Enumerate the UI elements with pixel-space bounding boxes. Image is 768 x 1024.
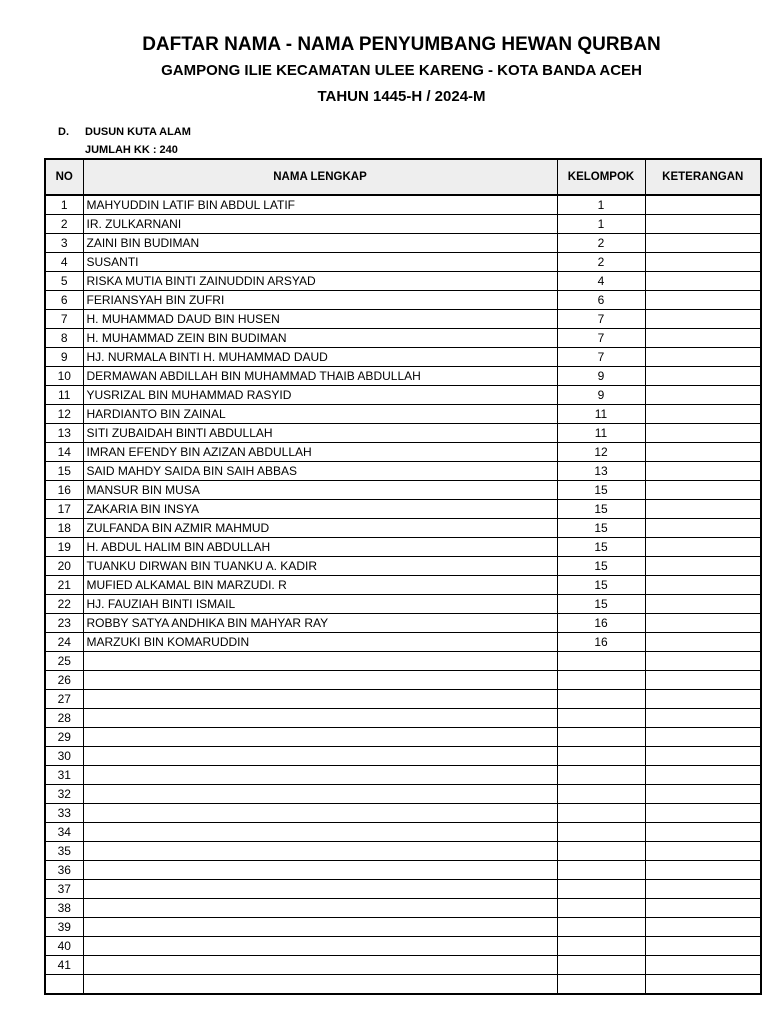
cell-no: 29	[45, 728, 83, 747]
cell-name: YUSRIZAL BIN MUHAMMAD RASYID	[83, 386, 557, 405]
cell-no: 40	[45, 937, 83, 956]
cell-no	[45, 975, 83, 995]
cell-keterangan	[645, 234, 761, 253]
cell-keterangan	[645, 880, 761, 899]
cell-keterangan	[645, 785, 761, 804]
table-row	[45, 861, 761, 880]
table-row	[45, 462, 761, 481]
cell-name: HJ. NURMALA BINTI H. MUHAMMAD DAUD	[83, 348, 557, 367]
cell-keterangan	[645, 253, 761, 272]
cell-kelompok: 7	[557, 310, 645, 329]
cell-kelompok: 4	[557, 272, 645, 291]
cell-keterangan	[645, 481, 761, 500]
cell-name	[83, 652, 557, 671]
table-row	[45, 899, 761, 918]
dusun-label: DUSUN KUTA ALAM	[85, 126, 191, 138]
table-header-row	[45, 159, 761, 195]
cell-no: 9	[45, 348, 83, 367]
cell-kelompok: 15	[557, 576, 645, 595]
table-row	[45, 975, 761, 995]
cell-keterangan	[645, 937, 761, 956]
cell-no: 11	[45, 386, 83, 405]
cell-name: MUFIED ALKAMAL BIN MARZUDI. R	[83, 576, 557, 595]
cell-name	[83, 937, 557, 956]
cell-keterangan	[645, 842, 761, 861]
cell-name: H. MUHAMMAD DAUD BIN HUSEN	[83, 310, 557, 329]
cell-kelompok	[557, 823, 645, 842]
cell-keterangan	[645, 424, 761, 443]
cell-name	[83, 785, 557, 804]
cell-kelompok: 15	[557, 500, 645, 519]
cell-no: 38	[45, 899, 83, 918]
cell-kelompok: 15	[557, 557, 645, 576]
cell-keterangan	[645, 329, 761, 348]
column-header-keterangan: KETERANGAN	[645, 159, 761, 195]
cell-no: 15	[45, 462, 83, 481]
cell-kelompok: 12	[557, 443, 645, 462]
table-row	[45, 424, 761, 443]
cell-kelompok	[557, 937, 645, 956]
table-row	[45, 405, 761, 424]
cell-kelompok: 6	[557, 291, 645, 310]
document-subtitle: GAMPONG ILIE KECAMATAN ULEE KARENG - KOTA BANDA ACEH	[161, 62, 642, 79]
cell-no: 35	[45, 842, 83, 861]
cell-no: 2	[45, 215, 83, 234]
cell-kelompok: 15	[557, 595, 645, 614]
table-row	[45, 804, 761, 823]
cell-keterangan	[645, 215, 761, 234]
cell-no: 24	[45, 633, 83, 652]
cell-name: HJ. FAUZIAH BINTI ISMAIL	[83, 595, 557, 614]
document-title: DAFTAR NAMA - NAMA PENYUMBANG HEWAN QURBAN	[142, 34, 661, 55]
table-row	[45, 633, 761, 652]
cell-kelompok	[557, 709, 645, 728]
cell-kelompok	[557, 671, 645, 690]
cell-kelompok: 15	[557, 538, 645, 557]
table-row	[45, 538, 761, 557]
cell-kelompok: 1	[557, 215, 645, 234]
column-header-kelompok: KELOMPOK	[557, 159, 645, 195]
cell-kelompok	[557, 804, 645, 823]
cell-keterangan	[645, 956, 761, 975]
cell-no: 3	[45, 234, 83, 253]
cell-no: 25	[45, 652, 83, 671]
cell-name: MAHYUDDIN LATIF BIN ABDUL LATIF	[83, 195, 557, 215]
cell-name	[83, 823, 557, 842]
document-year: TAHUN 1445-H / 2024-M	[317, 88, 486, 105]
cell-name: ROBBY SATYA ANDHIKA BIN MAHYAR RAY	[83, 614, 557, 633]
cell-kelompok: 13	[557, 462, 645, 481]
table-row	[45, 747, 761, 766]
cell-kelompok: 11	[557, 424, 645, 443]
cell-keterangan	[645, 652, 761, 671]
cell-keterangan	[645, 804, 761, 823]
cell-no: 41	[45, 956, 83, 975]
cell-keterangan	[645, 405, 761, 424]
jumlah-kk-label: JUMLAH KK : 240	[85, 144, 178, 156]
cell-no: 34	[45, 823, 83, 842]
cell-name	[83, 804, 557, 823]
cell-kelompok	[557, 766, 645, 785]
cell-name: SUSANTI	[83, 253, 557, 272]
cell-kelompok: 2	[557, 253, 645, 272]
cell-no: 12	[45, 405, 83, 424]
table-row	[45, 671, 761, 690]
table-row	[45, 576, 761, 595]
cell-kelompok: 15	[557, 481, 645, 500]
section-letter: D.	[58, 126, 69, 138]
table-row	[45, 519, 761, 538]
cell-keterangan	[645, 519, 761, 538]
cell-keterangan	[645, 443, 761, 462]
table-row	[45, 386, 761, 405]
table-row	[45, 310, 761, 329]
cell-no: 30	[45, 747, 83, 766]
cell-kelompok	[557, 880, 645, 899]
cell-kelompok: 11	[557, 405, 645, 424]
column-header-no: NO	[45, 159, 83, 195]
cell-name: ZULFANDA BIN AZMIR MAHMUD	[83, 519, 557, 538]
cell-keterangan	[645, 386, 761, 405]
cell-no: 37	[45, 880, 83, 899]
cell-no: 20	[45, 557, 83, 576]
cell-name	[83, 709, 557, 728]
cell-keterangan	[645, 272, 761, 291]
table-row	[45, 728, 761, 747]
cell-kelompok: 2	[557, 234, 645, 253]
cell-kelompok: 16	[557, 614, 645, 633]
cell-name	[83, 918, 557, 937]
table-row	[45, 823, 761, 842]
cell-name: TUANKU DIRWAN BIN TUANKU A. KADIR	[83, 557, 557, 576]
cell-kelompok	[557, 975, 645, 995]
cell-keterangan	[645, 766, 761, 785]
table-row	[45, 766, 761, 785]
cell-keterangan	[645, 747, 761, 766]
cell-no: 32	[45, 785, 83, 804]
cell-kelompok	[557, 747, 645, 766]
cell-no: 17	[45, 500, 83, 519]
table-row	[45, 880, 761, 899]
cell-keterangan	[645, 614, 761, 633]
cell-keterangan	[645, 291, 761, 310]
table-row	[45, 937, 761, 956]
table-row	[45, 614, 761, 633]
cell-no: 10	[45, 367, 83, 386]
cell-name: MANSUR BIN MUSA	[83, 481, 557, 500]
cell-keterangan	[645, 462, 761, 481]
cell-kelompok	[557, 956, 645, 975]
cell-keterangan	[645, 861, 761, 880]
cell-no: 27	[45, 690, 83, 709]
cell-name	[83, 766, 557, 785]
table-row	[45, 595, 761, 614]
cell-no: 19	[45, 538, 83, 557]
cell-keterangan	[645, 310, 761, 329]
cell-keterangan	[645, 367, 761, 386]
table-row	[45, 253, 761, 272]
cell-no: 23	[45, 614, 83, 633]
cell-keterangan	[645, 576, 761, 595]
column-header-nama: NAMA LENGKAP	[83, 159, 557, 195]
table-row	[45, 652, 761, 671]
table-row	[45, 195, 761, 215]
table-row	[45, 690, 761, 709]
cell-name	[83, 690, 557, 709]
cell-name	[83, 880, 557, 899]
cell-name	[83, 747, 557, 766]
table-row	[45, 443, 761, 462]
cell-keterangan	[645, 348, 761, 367]
cell-name: FERIANSYAH BIN ZUFRI	[83, 291, 557, 310]
cell-no: 4	[45, 253, 83, 272]
table-row	[45, 709, 761, 728]
table-row	[45, 481, 761, 500]
cell-kelompok: 7	[557, 329, 645, 348]
cell-no: 33	[45, 804, 83, 823]
table-row	[45, 272, 761, 291]
cell-name	[83, 842, 557, 861]
cell-keterangan	[645, 671, 761, 690]
cell-no: 26	[45, 671, 83, 690]
cell-name: HARDIANTO BIN ZAINAL	[83, 405, 557, 424]
cell-kelompok	[557, 899, 645, 918]
table-body	[45, 195, 761, 994]
cell-no: 22	[45, 595, 83, 614]
cell-kelompok	[557, 652, 645, 671]
cell-name: IMRAN EFENDY BIN AZIZAN ABDULLAH	[83, 443, 557, 462]
cell-name: MARZUKI BIN KOMARUDDIN	[83, 633, 557, 652]
table-row	[45, 348, 761, 367]
cell-name	[83, 861, 557, 880]
cell-no: 14	[45, 443, 83, 462]
cell-no: 5	[45, 272, 83, 291]
cell-kelompok	[557, 785, 645, 804]
cell-keterangan	[645, 538, 761, 557]
cell-no: 16	[45, 481, 83, 500]
cell-no: 21	[45, 576, 83, 595]
table-row	[45, 215, 761, 234]
table-row	[45, 785, 761, 804]
cell-name	[83, 975, 557, 995]
table-row	[45, 329, 761, 348]
cell-no: 18	[45, 519, 83, 538]
cell-kelompok: 16	[557, 633, 645, 652]
cell-name: ZAKARIA BIN INSYA	[83, 500, 557, 519]
cell-no: 36	[45, 861, 83, 880]
cell-name	[83, 728, 557, 747]
cell-kelompok	[557, 842, 645, 861]
cell-no: 7	[45, 310, 83, 329]
cell-kelompok	[557, 728, 645, 747]
cell-keterangan	[645, 195, 761, 215]
cell-no: 1	[45, 195, 83, 215]
table-row	[45, 956, 761, 975]
cell-name: SAID MAHDY SAIDA BIN SAIH ABBAS	[83, 462, 557, 481]
table-row	[45, 367, 761, 386]
cell-no: 28	[45, 709, 83, 728]
table-row	[45, 234, 761, 253]
cell-keterangan	[645, 823, 761, 842]
cell-keterangan	[645, 557, 761, 576]
cell-no: 8	[45, 329, 83, 348]
table-row	[45, 842, 761, 861]
cell-keterangan	[645, 728, 761, 747]
cell-name: DERMAWAN ABDILLAH BIN MUHAMMAD THAIB ABDULLAH	[83, 367, 557, 386]
cell-name: IR. ZULKARNANI	[83, 215, 557, 234]
cell-keterangan	[645, 918, 761, 937]
cell-name	[83, 671, 557, 690]
cell-keterangan	[645, 500, 761, 519]
cell-kelompok: 15	[557, 519, 645, 538]
cell-kelompok	[557, 918, 645, 937]
cell-no: 31	[45, 766, 83, 785]
cell-no: 39	[45, 918, 83, 937]
donor-table	[44, 158, 762, 995]
cell-keterangan	[645, 690, 761, 709]
cell-kelompok: 7	[557, 348, 645, 367]
cell-name: ZAINI BIN BUDIMAN	[83, 234, 557, 253]
cell-kelompok	[557, 690, 645, 709]
cell-keterangan	[645, 595, 761, 614]
cell-name: RISKA MUTIA BINTI ZAINUDDIN ARSYAD	[83, 272, 557, 291]
cell-keterangan	[645, 975, 761, 995]
cell-name: SITI ZUBAIDAH BINTI ABDULLAH	[83, 424, 557, 443]
cell-name: H. ABDUL HALIM BIN ABDULLAH	[83, 538, 557, 557]
table-row	[45, 500, 761, 519]
cell-keterangan	[645, 899, 761, 918]
cell-keterangan	[645, 633, 761, 652]
table-row	[45, 291, 761, 310]
cell-name	[83, 899, 557, 918]
cell-name: H. MUHAMMAD ZEIN BIN BUDIMAN	[83, 329, 557, 348]
cell-kelompok: 1	[557, 195, 645, 215]
table-row	[45, 918, 761, 937]
cell-no: 13	[45, 424, 83, 443]
cell-keterangan	[645, 709, 761, 728]
cell-kelompok: 9	[557, 386, 645, 405]
cell-name	[83, 956, 557, 975]
cell-no: 6	[45, 291, 83, 310]
table-row	[45, 557, 761, 576]
cell-kelompok	[557, 861, 645, 880]
cell-kelompok: 9	[557, 367, 645, 386]
